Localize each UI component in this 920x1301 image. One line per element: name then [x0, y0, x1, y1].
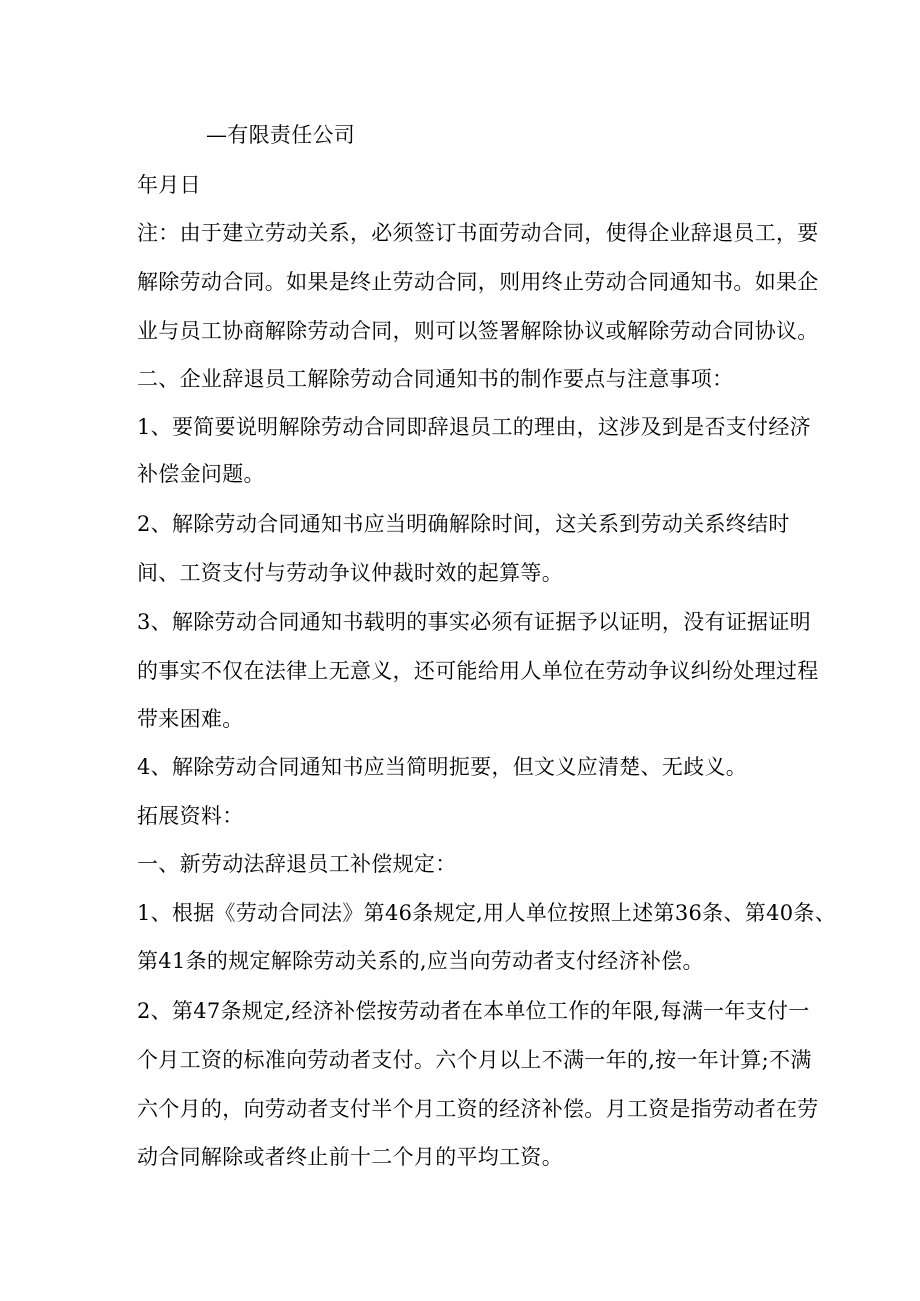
- section-heading-2: 二、企业辞退员工解除劳动合同通知书的制作要点与注意事项：: [137, 367, 734, 391]
- point-1-line-1: 1、要简要说明解除劳动合同即辞退员工的理由，这涉及到是否支付经济: [137, 415, 811, 439]
- date-line: 年月日: [137, 173, 201, 197]
- point-4-line-1: 4、解除劳动合同通知书应当简明扼要，但文义应清楚、无歧义。: [137, 755, 748, 779]
- rule-2-line-3: 六个月的，向劳动者支付半个月工资的经济补偿。月工资是指劳动者在劳: [137, 1097, 819, 1121]
- note-line-3: 业与员工协商解除劳动合同，则可以签署解除协议或解除劳动合同协议。: [137, 319, 819, 343]
- point-3-line-1: 3、解除劳动合同通知书载明的事实必须有证据予以证明，没有证据证明: [137, 610, 811, 634]
- rule-1-line-1: 1、根据《劳动合同法》第46条规定,用人单位按照上述第36条、第40条、: [137, 901, 836, 925]
- section-heading-1: 一、新劳动法辞退员工补偿规定：: [137, 852, 457, 876]
- extended-reading-heading: 拓展资料：: [137, 804, 244, 828]
- point-3-line-3: 带来困难。: [137, 707, 244, 731]
- note-line-1: 注：由于建立劳动关系，必须签订书面劳动合同，使得企业辞退员工，要: [137, 221, 819, 245]
- point-1-line-2: 补偿金问题。: [137, 462, 265, 486]
- rule-1-line-2: 第41条的规定解除劳动关系的,应当向劳动者支付经济补偿。: [137, 949, 704, 973]
- rule-2-line-4: 动合同解除或者终止前十二个月的平均工资。: [137, 1145, 563, 1169]
- rule-2-line-1: 2、第47条规定,经济补偿按劳动者在本单位工作的年限,每满一年支付一: [137, 999, 810, 1023]
- rule-2-line-2: 个月工资的标准向劳动者支付。六个月以上不满一年的,按一年计算;不满: [137, 1048, 812, 1072]
- point-3-line-2: 的事实不仅在法律上无意义，还可能给用人单位在劳动争议纠纷处理过程: [137, 659, 819, 683]
- note-line-2: 解除劳动合同。如果是终止劳动合同，则用终止劳动合同通知书。如果企: [137, 270, 819, 294]
- company-name: —有限责任公司: [206, 123, 356, 147]
- point-2-line-2: 间、工资支付与劳动争议仲裁时效的起算等。: [137, 561, 563, 585]
- point-2-line-1: 2、解除劳动合同通知书应当明确解除时间，这关系到劳动关系终结时: [137, 512, 790, 536]
